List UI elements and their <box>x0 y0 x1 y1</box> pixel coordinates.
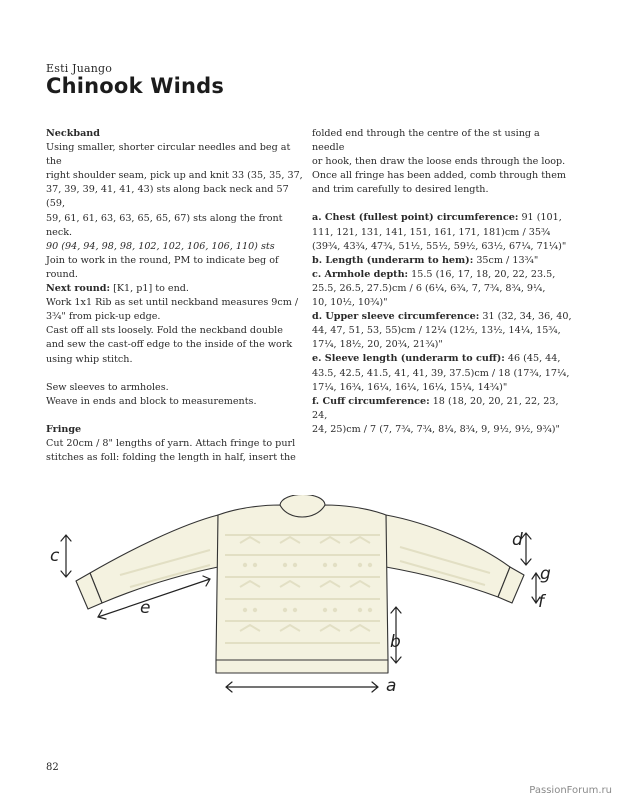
instruction-line: Cut 20cm / 8" lengths of yarn. Attach fringe to purl <box>46 437 296 449</box>
instruction-line: 37, 39, 39, 41, 41, 43) sts along back neck and 57 (59, <box>46 184 289 210</box>
neckband-heading: Neckband <box>46 128 100 139</box>
right-column <box>312 127 574 437</box>
measurement-label: b. Length (underarm to hem): <box>312 254 474 266</box>
stitch-count-line: 90 (94, 94, 98, 98, 102, 102, 106, 106, 110) sts <box>46 240 275 252</box>
left-column <box>46 127 304 465</box>
next-round-label: Next round: <box>46 283 111 295</box>
measurement-e <box>312 352 574 366</box>
label-d: d <box>512 530 523 550</box>
instruction-line: Sew sleeves to armholes. <box>46 381 169 393</box>
instruction-line: 3¾" from pick-up edge. <box>46 311 161 323</box>
measurement-value: 35cm / 13¾" <box>473 254 539 266</box>
author-name: Esti Juango <box>46 62 113 75</box>
label-a: a <box>386 676 397 696</box>
hem-rib <box>216 660 388 673</box>
pattern-title: Chinook Winds <box>46 74 225 98</box>
measurement-f <box>312 395 574 423</box>
instruction-line <box>46 282 304 296</box>
left-sleeve <box>90 515 218 603</box>
arrow-a <box>226 682 378 692</box>
instruction-line: or hook, then draw the loose ends through the loop. <box>312 156 566 168</box>
instruction-line: Cast off all sts loosely. Fold the neckband double <box>46 325 283 337</box>
measurement-line: 17¼, 16¾, 16¼, 16¼, 16¼, 15¼, 14¾)" <box>312 381 508 393</box>
measurement-line: 10, 10½, 10¾)" <box>312 297 388 309</box>
fringe-heading: Fringe <box>46 423 82 435</box>
measurement-line: 43.5, 42.5, 41.5, 41, 41, 39, 37.5)cm / 18 (17¾, 17¼, <box>312 367 570 379</box>
instruction-line: Join to work in the round, PM to indicate beg of round. <box>46 254 279 280</box>
measurement-line: 17¼, 18½, 20, 20¾, 21¾)" <box>312 339 443 351</box>
instruction-line: folded end through the centre of the st using a needle <box>312 128 540 154</box>
instruction-line: Weave in ends and block to measurements. <box>46 395 257 407</box>
page-number: 82 <box>46 762 59 773</box>
measurement-value: 18 (18, 20, 20, 21, 22, 23, 24, <box>312 395 559 421</box>
instruction-line: using whip stitch. <box>46 353 133 365</box>
instruction-line: 59, 61, 61, 63, 63, 65, 65, 67) sts along the front neck. <box>46 212 283 238</box>
label-e: e <box>140 598 151 618</box>
right-sleeve <box>386 515 510 597</box>
sweater-schematic <box>40 495 580 705</box>
arrow-c <box>61 535 71 577</box>
measurement-b <box>312 254 574 268</box>
measurement-d <box>312 310 574 324</box>
label-c: c <box>50 546 60 566</box>
measurement-a <box>312 211 574 225</box>
measurement-line: 24, 25)cm / 7 (7, 7¾, 7¾, 8¼, 8¾, 9, 9½, 9½, 9¾)" <box>312 423 560 435</box>
measurement-value: 31 (32, 34, 36, 40, <box>479 311 572 323</box>
label-g: g <box>540 564 551 584</box>
measurement-label: d. Upper sleeve circumference: <box>312 311 480 323</box>
next-round-text: [K1, p1] to end. <box>110 283 189 295</box>
watermark-site: PassionForum.ru <box>529 785 612 796</box>
measurement-value: 46 (45, 44, <box>504 353 561 365</box>
measurement-label: c. Armhole depth: <box>312 268 409 280</box>
measurement-label: e. Sleeve length (underarm to cuff): <box>312 353 505 365</box>
measurement-c <box>312 268 574 282</box>
measurement-label: f. Cuff circumference: <box>312 395 430 407</box>
instruction-line: stitches as foll: folding the length in half, insert the <box>46 451 296 463</box>
instruction-line: Once all fringe has been added, comb through them <box>312 170 567 182</box>
measurement-label: a. Chest (fullest point) circumference: <box>312 212 519 224</box>
label-b: b <box>390 632 401 652</box>
instruction-line: and trim carefully to desired length. <box>312 184 489 196</box>
instruction-line: Work 1x1 Rib as set until neckband measures 9cm / <box>46 297 299 309</box>
measurement-value: 91 (101, <box>518 212 562 224</box>
instruction-line: and sew the cast-off edge to the inside of the work <box>46 339 293 351</box>
measurement-value: 15.5 (16, 17, 18, 20, 22, 23.5, <box>408 268 556 280</box>
measurement-line: 44, 47, 51, 53, 55)cm / 12¼ (12½, 13½, 14¼, 15¾, <box>312 325 561 337</box>
measurement-line: (39¾, 43¾, 47¾, 51½, 55½, 59½, 63½, 67¼, 71¼)" <box>312 240 567 252</box>
measurement-line: 111, 121, 131, 141, 151, 161, 171, 181)cm / 35¾ <box>312 226 551 238</box>
measurement-line: 25.5, 26.5, 27.5)cm / 6 (6¼, 6¾, 7, 7¾, 8¾, 9¼, <box>312 282 546 294</box>
label-f: f <box>538 592 544 612</box>
instruction-line: right shoulder seam, pick up and knit 33 (35, 35, 37, <box>46 170 303 182</box>
instruction-line: Using smaller, shorter circular needles and beg at the <box>46 142 291 168</box>
